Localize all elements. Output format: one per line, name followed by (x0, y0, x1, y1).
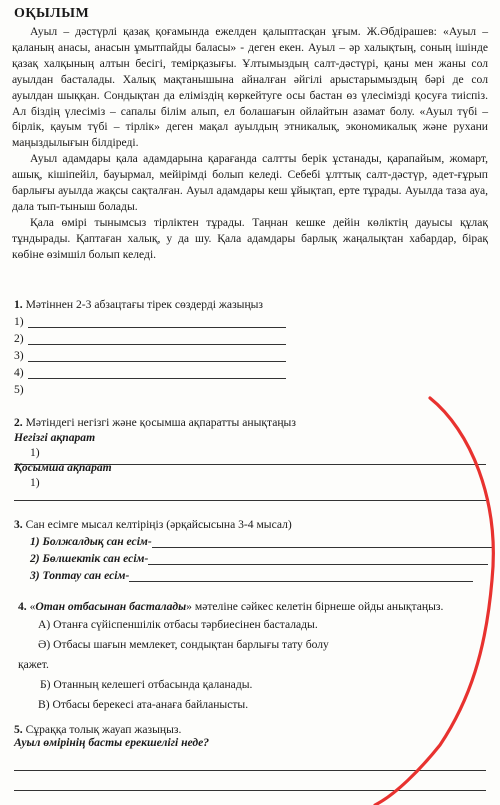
answer-line-q5-1[interactable] (14, 770, 486, 771)
question-1-text: Мәтіннен 2-3 абзацтағы тірек сөздерді жазыңыз (25, 298, 264, 311)
numeral-line-2[interactable]: 2) Бөлшектік сан есім- (14, 548, 492, 565)
passage-paragraph-1: Ауыл – дәстүрлі қазақ қоғамында ежелден қалыптасқан ұғым. Ж.Әбдірашев: «Ауыл – қаланың анасы, анасын ұмытпайды баласы» - деген екен. Ауыл – әр халықтың, соның ішінде қазақ халқының алтын бесігі, темірқазығы. Ұлтымыздың салт-дәстүрі, қаны мен жаны сол ауылдан басталады. Халық мақтанышына айналған әйгілі арыстарымыздың бәрі де сол ауылдан шыққан. Сондықтан да еліміздің көркейтуге осы бастан өз үлесімізді қосуға тиіспіз. Ал біздің үлесіміз – сапалы білім алып, ел болашағын ойлайтын азамат болу. «Ауыл түбі – бірлік, қауым түбі – тірлік» деген мақал ауылдың этникалық, экономикалық және рухани маңыздылығын білдіреді. (12, 25, 488, 150)
answer-line-5[interactable]: 5) (14, 383, 24, 396)
reading-passage (12, 24, 488, 263)
extra-info-label: Қосымша ақпарат (14, 461, 112, 474)
answer-line-4[interactable]: 4) (14, 362, 286, 379)
extra-info-item: 1) (30, 476, 40, 489)
extra-info-answer-line[interactable] (14, 500, 486, 501)
option-b[interactable]: Б) Отанның келешегі отбасында қаланады. (40, 678, 253, 691)
option-ae-continued: қажет. (18, 658, 49, 671)
answer-line-1[interactable]: 1) (14, 311, 286, 328)
numeral-line-3[interactable]: 3) Топтау сан есім- (14, 565, 492, 582)
question-4 (14, 600, 488, 713)
question-2-text: Мәтіндегі негізгі және қосымша ақпаратты анықтаңыз (25, 416, 296, 429)
question-3-number: 3. (14, 518, 23, 531)
main-info-item: 1) (30, 446, 40, 459)
question-5 (14, 723, 209, 749)
question-1-title (14, 298, 286, 311)
question-4-number: 4. (18, 600, 27, 613)
proverb: Отан отбасынан басталады (35, 600, 187, 613)
answer-line-3[interactable]: 3) (14, 345, 286, 362)
question-1 (14, 298, 286, 396)
question-5-prompt: Ауыл өмірінің басты ерекшелігі неде? (14, 736, 210, 749)
question-1-number: 1. (14, 298, 23, 311)
question-2 (14, 416, 488, 491)
option-v[interactable]: В) Отбасы берекесі ата-анаға байланысты. (38, 698, 249, 711)
answer-line-2[interactable]: 2) (14, 328, 286, 345)
section-title: ОҚЫЛЫМ (14, 6, 90, 21)
question-5-number: 5. (14, 723, 23, 736)
option-a[interactable]: А) Отанға сүйіспеншілік отбасы тәрбиесінен басталады. (38, 618, 318, 631)
passage-paragraph-3: Қала өмірі тынымсыз тірліктен тұрады. Таңнан кешке дейін көліктің дауысы құлақ тұндырады. Қаптаған халық, у да шу. Қала адамдары барлық жаңалықтан хабардар, бірақ көбіне өзімшіл болып келеді. (12, 215, 488, 261)
answer-line-q5-2[interactable] (14, 790, 486, 791)
main-info-answer-line[interactable] (14, 464, 486, 465)
question-5-text: Сұраққа толық жауап жазыңыз. (25, 723, 182, 736)
main-info-label: Негізгі ақпарат (14, 431, 96, 444)
question-5-title (14, 723, 209, 736)
question-3-text: Сан есімге мысал келтіріңіз (әрқайсысына 3-4 мысал) (25, 518, 292, 531)
option-ae[interactable]: Ә) Отбасы шағын мемлекет, сондықтан барлығы тату болу (38, 638, 329, 651)
question-3 (14, 518, 492, 582)
question-2-title (14, 416, 488, 429)
passage-paragraph-2: Ауыл адамдары қала адамдарына қарағанда салтты берік ұстанады, қарапайым, жомарт, ашық, кішіпейіл, бауырмал, мейірімді болып келеді. Себебі ұлттық салт-дәстүр, әдет-ғұрып барлығы ауылда жақсы сақталған. Ауыл адамдары кеш ұйықтап, ерте тұрады. Ауылда таза ауа, дала тып-тыныш болады. (12, 152, 488, 213)
question-4-title: 4. «Отан отбасынан басталады» мәтеліне сәйкес келетін бірнеше ойды анықтаңыз. (18, 600, 444, 613)
question-3-title (14, 518, 492, 531)
numeral-line-1[interactable]: 1) Болжалдық сан есім- (14, 531, 492, 548)
question-2-number: 2. (14, 416, 23, 429)
